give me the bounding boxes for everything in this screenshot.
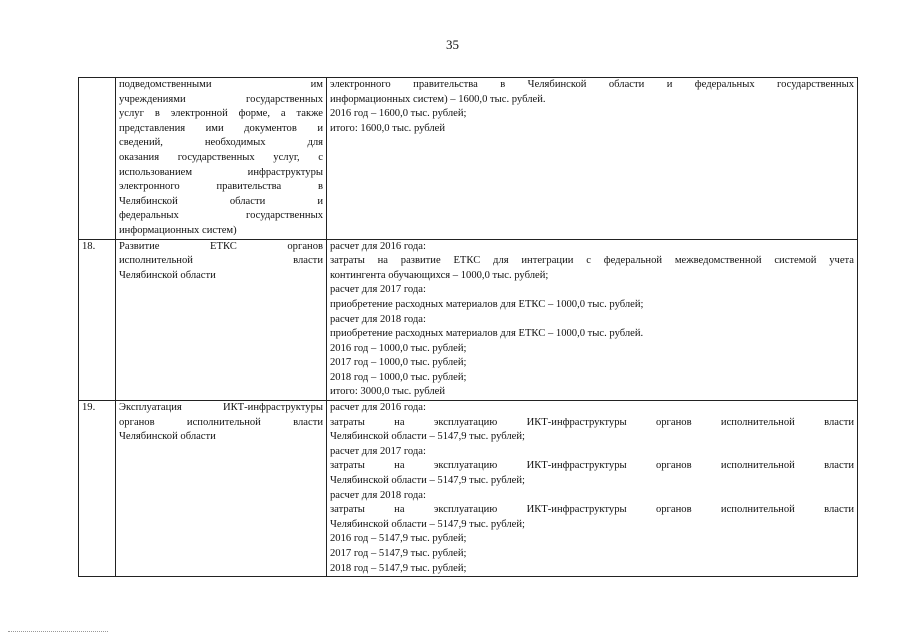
scan-artifact [8, 631, 108, 634]
detail-line: 2016 год – 5147,9 тыс. рублей; [330, 533, 467, 545]
detail-line: итого: 1600,0 тыс. рублей [330, 122, 446, 134]
title-line: исполнительной власти [119, 255, 323, 267]
detail-line: 2016 год – 1600,0 тыс. рублей; [330, 108, 467, 120]
detail-line: Челябинской области – 5147,9 тыс. рублей; [330, 431, 525, 443]
row-number-cell: 18. [79, 239, 116, 401]
title-line: Челябинской области [119, 431, 216, 443]
detail-line: информационных систем) – 1600,0 тыс. рублей. [330, 93, 546, 105]
title-line: учреждениями государственных [119, 93, 323, 105]
row-number-cell [79, 78, 116, 240]
detail-line: затраты на эксплуатацию ИКТ-инфраструктуры органов исполнительной власти [330, 504, 854, 516]
detail-line: расчет для 2018 года: [330, 313, 426, 325]
detail-line: затраты на развитие ЕТКС для интеграции с федеральной межведомственной системой учета [330, 255, 854, 267]
detail-line: расчет для 2016 года: [330, 240, 426, 252]
calculation-cell [327, 239, 858, 401]
detail-line: приобретение расходных материалов для ЕТКС – 1000,0 тыс. рублей. [330, 328, 644, 340]
title-line: использованием инфраструктуры [119, 166, 323, 178]
detail-line: Челябинской области – 5147,9 тыс. рублей; [330, 475, 525, 487]
title-line: информационных систем) [119, 224, 237, 236]
title-line: подведомственными им [119, 79, 323, 90]
measure-title-cell [116, 401, 327, 577]
detail-line: 2016 год – 1000,0 тыс. рублей; [330, 342, 467, 354]
detail-line: электронного правительства в Челябинской области и федеральных государственных [330, 79, 854, 90]
measure-title-cell [116, 239, 327, 401]
detail-line: контингента обучающихся – 1000,0 тыс. рублей; [330, 269, 549, 281]
page-number: 35 [446, 37, 459, 52]
detail-line: расчет для 2017 года: [330, 284, 426, 296]
detail-line: 2017 год – 1000,0 тыс. рублей; [330, 357, 467, 369]
calculation-cell [327, 78, 858, 240]
title-line: услуг в электронной форме, а также [119, 108, 323, 120]
title-line: федеральных государственных [119, 210, 323, 222]
detail-line: затраты на эксплуатацию ИКТ-инфраструктуры органов исполнительной власти [330, 416, 854, 428]
title-line: Челябинской области и [119, 195, 323, 207]
title-line: электронного правительства в [119, 181, 323, 193]
title-line: оказания государственных услуг, с [119, 151, 323, 163]
detail-line: расчет для 2018 года: [330, 489, 426, 501]
table-row [79, 401, 858, 577]
title-line: Развитие ЕТКС органов [119, 240, 323, 252]
calculation-cell [327, 401, 858, 577]
table-row [79, 239, 858, 401]
title-line: органов исполнительной власти [119, 416, 323, 428]
detail-line: 2018 год – 1000,0 тыс. рублей; [330, 371, 467, 383]
detail-line: расчет для 2017 года: [330, 445, 426, 457]
measures-table [78, 77, 858, 577]
detail-line: 2018 год – 5147,9 тыс. рублей; [330, 562, 467, 574]
detail-line: Челябинской области – 5147,9 тыс. рублей; [330, 518, 525, 530]
title-line: Челябинской области [119, 269, 216, 281]
title-line: представления ими документов и [119, 122, 323, 134]
table-row [79, 78, 858, 240]
detail-line: 2017 год – 5147,9 тыс. рублей; [330, 548, 467, 559]
detail-line: приобретение расходных материалов для ЕТКС – 1000,0 тыс. рублей; [330, 298, 644, 310]
title-line: сведений, необходимых для [119, 137, 323, 149]
detail-line: затраты на эксплуатацию ИКТ-инфраструктуры органов исполнительной власти [330, 460, 854, 472]
detail-line: расчет для 2016 года: [330, 402, 426, 414]
title-line: Эксплуатация ИКТ-инфраструктуры [119, 402, 323, 414]
row-number-cell: 19. [79, 401, 116, 577]
detail-line: итого: 3000,0 тыс. рублей [330, 386, 446, 398]
measure-title-cell [116, 78, 327, 240]
